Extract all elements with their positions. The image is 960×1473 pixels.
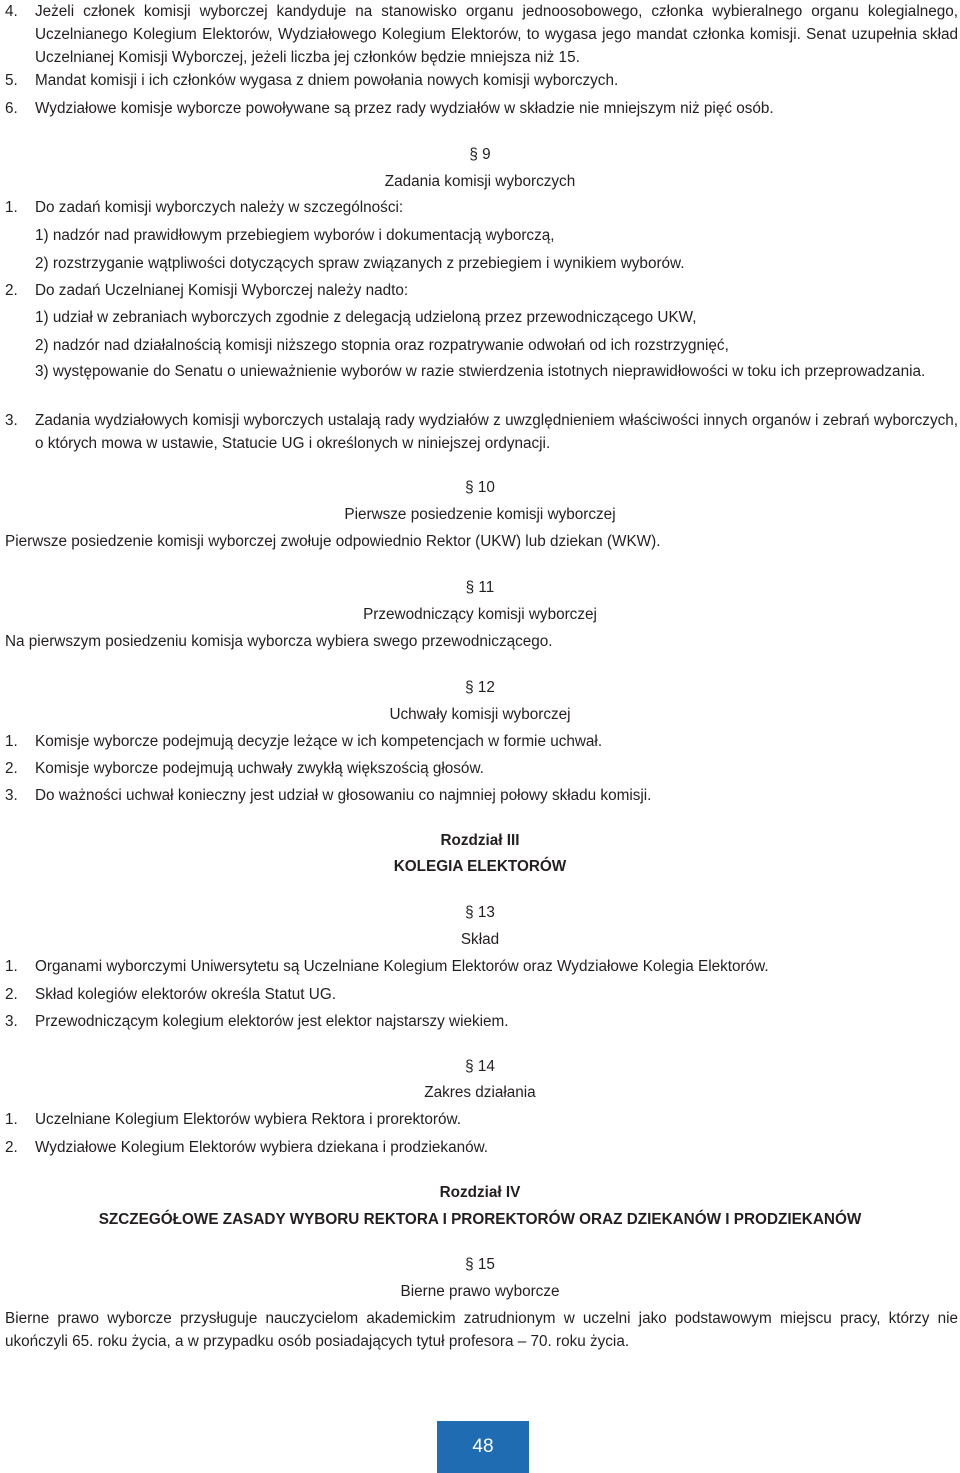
item-text: Do ważności uchwał konieczny jest udział w głosowaniu co najmniej połowy składu komisji. (35, 787, 652, 804)
item-text: Uczelniane Kolegium Elektorów wybiera Rektora i prorektorów. (35, 1111, 461, 1128)
sub-item-text: 2) nadzór nad działalnością komisji niższego stopnia oraz rozpatrywanie odwołań od ich rozstrzygnięć, (35, 337, 729, 354)
paragraph: Na pierwszym posiedzeniu komisja wyborcza wybiera swego przewodniczącego. (5, 633, 553, 650)
item-number: 3. (5, 787, 18, 804)
list-item (5, 97, 958, 120)
item-number: 2. (5, 282, 18, 299)
item-number: 1. (5, 958, 18, 975)
sub-item (35, 360, 958, 383)
paragraph: Pierwsze posiedzenie komisji wyborczej zwołuje odpowiednio Rektor (UKW) lub dziekan (WKW). (5, 533, 661, 550)
item-text: Przewodniczącym kolegium elektorów jest elektor najstarszy wiekiem. (35, 1013, 509, 1030)
chapter-label: Rozdział III (440, 832, 520, 849)
section-sign: § 14 (465, 1058, 495, 1075)
section-sign: § 10 (465, 479, 495, 496)
list-item (5, 69, 958, 92)
sub-item-text: 3) występowanie do Senatu o unieważnienie wyborów w razie stwierdzenia istotnych nieprawidłowości w toku ich przeprowadzania. (35, 363, 926, 380)
section-title: Skład (460, 931, 500, 948)
list-item (5, 196, 958, 219)
section-title: Przewodniczący komisji wyborczej (363, 606, 597, 623)
sub-item-text: 1) udział w zebraniach wyborczych zgodnie z delegacją udzieloną przez przewodniczącego UKW, (35, 309, 697, 326)
section-sign: § 15 (465, 1256, 495, 1273)
item-number: 4. (5, 3, 18, 20)
item-text: Wydziałowe komisje wyborcze powoływane są przez rady wydziałów w składzie nie mniejszym niż pięć osób. (35, 100, 774, 117)
item-text: Do zadań Uczelnianej Komisji Wyborczej należy nadto: (35, 282, 409, 299)
sub-item (5, 224, 958, 247)
section-sign: § 13 (465, 904, 495, 921)
sub-item (5, 252, 958, 275)
list-item (5, 757, 958, 780)
item-text: Organami wyborczymi Uniwersytetu są Uczelniane Kolegium Elektorów oraz Wydziałowe Kolegia Elektorów. (35, 958, 769, 975)
section-title: Pierwsze posiedzenie komisji wyborczej (344, 506, 616, 523)
item-number: 1. (5, 199, 18, 216)
section-title: Bierne prawo wyborcze (400, 1283, 560, 1300)
item-number: 3. (5, 1013, 18, 1030)
list-item (5, 279, 958, 302)
item-number: 2. (5, 1139, 18, 1156)
chapter-label: Rozdział IV (439, 1184, 521, 1201)
item-text: Zadania wydziałowych komisji wyborczych ustalają rady wydziałów z uwzględnieniem właściwości innych organów i zebrań wyborczych, o których mowa w ustawie, Statucie UG i określonych w niniejszej ordynacji. (35, 412, 958, 452)
item-text: Do zadań komisji wyborczych należy w szczególności: (35, 199, 404, 216)
item-number: 6. (5, 100, 18, 117)
item-number: 1. (5, 733, 18, 750)
list-item (5, 730, 958, 753)
item-text: Mandat komisji i ich członków wygasa z dniem powołania nowych komisji wyborczych. (35, 72, 619, 89)
chapter-title: SZCZEGÓŁOWE ZASADY WYBORU REKTORA I PROREKTORÓW ORAZ DZIEKANÓW I PRODZIEKANÓW (98, 1211, 862, 1228)
list-item (5, 409, 958, 455)
item-number: 3. (5, 412, 18, 429)
list-item (5, 784, 958, 807)
section-title: Zadania komisji wyborczych (384, 173, 576, 190)
list-item (5, 1010, 958, 1033)
chapter-title: KOLEGIA ELEKTORÓW (393, 858, 567, 875)
list-item (5, 983, 958, 1006)
item-text: Skład kolegiów elektorów określa Statut UG. (35, 986, 336, 1003)
item-text: Komisje wyborcze podejmują decyzje leżące w ich kompetencjach w formie uchwał. (35, 733, 603, 750)
sub-item (5, 334, 958, 357)
list-item (5, 0, 958, 69)
list-item (5, 1108, 958, 1131)
list-item (5, 955, 958, 978)
sub-item (5, 306, 958, 329)
item-number: 2. (5, 760, 18, 777)
section-sign: § 9 (469, 146, 491, 163)
item-number: 5. (5, 72, 18, 89)
section-sign: § 12 (465, 679, 495, 696)
item-number: 2. (5, 986, 18, 1003)
sub-item-text: 2) rozstrzyganie wątpliwości dotyczących spraw związanych z przebiegiem i wynikiem wyborów. (35, 255, 685, 272)
section-title: Zakres działania (424, 1084, 536, 1101)
page-number: 48 (437, 1421, 529, 1473)
section-sign: § 11 (465, 579, 495, 596)
item-number: 1. (5, 1111, 18, 1128)
sub-item-text: 1) nadzór nad prawidłowym przebiegiem wyborów i dokumentacją wyborczą, (35, 227, 555, 244)
list-item (5, 1136, 958, 1159)
item-text: Komisje wyborcze podejmują uchwały zwykłą większością głosów. (35, 760, 484, 777)
item-text: Jeżeli członek komisji wyborczej kandyduje na stanowisko organu jednoosobowego, członka wybieralnego organu kolegialnego, Uczelnianego Kolegium Elektorów, Wydziałowego Kolegium Elektorów, to wygasa jego mandat członka komisji. Senat uzupełnia skład Uczelnianej Komisji Wyborczej, jeżeli liczba jej członków będzie mniejsza niż 15. (35, 3, 958, 66)
paragraph: Bierne prawo wyborcze przysługuje nauczycielom akademickim zatrudnionym w uczelni jako podstawowym miejscu pracy, którzy nie ukończyli 65. roku życia, a w przypadku osób posiadających tytuł profesora – 70. roku życia. (5, 1310, 958, 1350)
item-text: Wydziałowe Kolegium Elektorów wybiera dziekana i prodziekanów. (35, 1139, 489, 1156)
section-title: Uchwały komisji wyborczej (389, 706, 571, 723)
